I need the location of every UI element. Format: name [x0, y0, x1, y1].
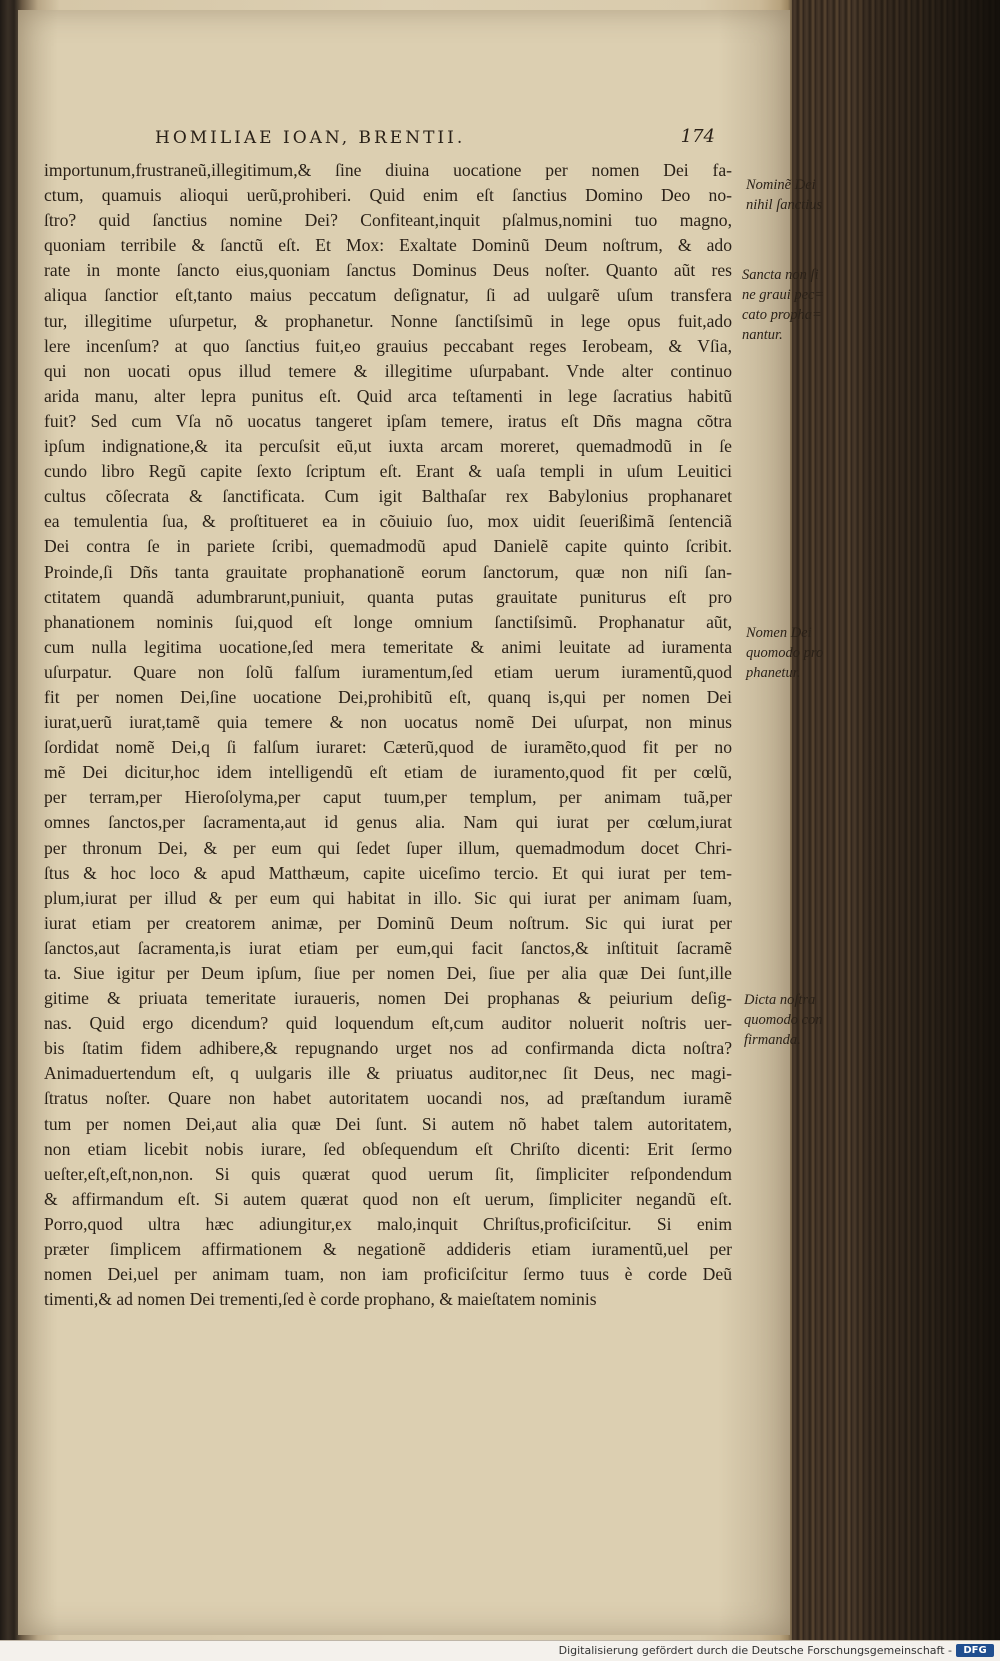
text-line: Proinde,ſi Dñs tanta grauitate prophanationẽ eorum ſanctorum, quæ non niſi ſan- — [44, 561, 732, 582]
text-line: iurat,uerũ iurat,tamẽ quia temere & non uocatus nomẽ Dei uſurpat, non minus — [44, 712, 732, 733]
text-line: ta. Siue igitur per Deum ipſum, ſiue per nomen Dei, ſiue per alia quæ Dei ſunt,ille — [44, 963, 732, 983]
text-line: nomen Dei,uel per animam tuam, non iam proficiſcitur ſermo tuus è corde Deũ — [44, 1264, 732, 1285]
text-line: ctum, quamuis alioqui uerũ,prohiberi. Quid enim eſt ſanctius Domino Deo no- — [44, 185, 732, 206]
marginal-note-line: cato propha= — [742, 307, 822, 323]
marginal-note-line: quomodo pro — [746, 645, 824, 661]
text-line: qui non uocati opus illud temere & illegitime uſurpabant. Vnde alter continuo — [44, 360, 732, 381]
marginal-note-line: Nominẽ Dei — [746, 177, 816, 193]
marginal-note-line: ne graui pec= — [742, 287, 825, 303]
marginal-note-line: nihil ſanctius — [746, 197, 823, 213]
text-line: bis ſtatim fidem adhibere,& repugnando urget nos ad confirmanda dicta noſtra? — [44, 1038, 732, 1059]
running-title: HOMILIAE IOAN, BRENTII. — [155, 128, 466, 148]
text-line: cultus cõſecrata & ſanctificata. Cum igit Balthaſar rex Babylonius prophanaret — [44, 486, 732, 507]
book-edge-shadow — [860, 0, 1000, 1640]
text-line: per thronum Dei, & per eum qui ſedet ſuper illum, quemadmodum docet Chri- — [44, 837, 732, 858]
text-line: fuit? Sed cum Vſa nõ uocatus tangeret ipſam temere, iratus eſt Dñs magna cõtra — [44, 410, 732, 431]
text-line: Porro,quod ultra hæc adiungitur,ex malo,inquit Chriſtus,proficiſcitur. Si enim — [44, 1213, 732, 1234]
footer-credit: Digitalisierung gefördert durch die Deutsche Forschungsgemeinschaft - — [558, 1644, 952, 1657]
marginal-note-line: Nomen Dei — [746, 625, 812, 641]
text-line: aliqua ſanctior eſt,tanto maius peccatum deſignatur, ſi ad uulgarẽ uſum transfera — [44, 285, 732, 306]
text-line: phanationem nominis ſui,quod eſt longe omnium ſanctiſsimũ. Prophanatur aũt, — [44, 611, 732, 632]
text-line: lere incenſum? at quo ſanctius fuit,eo grauius peccabant reges Ierobeam, & Vſia, — [44, 335, 732, 356]
text-line: fit per nomen Dei,ſine uocatione Dei,prohibitũ eſt, quanq is,qui per nomen Dei — [44, 686, 732, 707]
folio-number: 174 — [680, 126, 715, 147]
text-line: & affirmandum eſt. Si autem quærat quod non eſt uerum, ſimpliciter negandũ eſt. — [44, 1188, 732, 1209]
marginal-note-line: phanetur. — [746, 665, 801, 681]
text-line: cundo libro Regũ capite ſexto ſcriptum eſt. Erant & uaſa templi in uſum Leuitici — [44, 461, 732, 482]
marginal-note-line: Dicta noſtra — [744, 992, 816, 1008]
text-line: arida manu, alter lepra punitus eſt. Quid arca teſtamenti in lege ſacratius habitũ — [44, 385, 732, 406]
text-line: tur, illegitime uſurpetur, & prophanetur. Nonne ſanctiſsimũ in lege opus fuit,ado — [44, 310, 732, 331]
text-line: ſtro? quid ſanctius nomine Dei? Confiteant,inquit pſalmus,nomini tuo magno, — [44, 210, 732, 231]
text-line: præter ſimplicem affirmationem & negationẽ addideris etiam iuramentũ,uel per — [44, 1239, 732, 1260]
text-line: iurat etiam per creatorem animæ, per Dominũ Deum noſtrum. Sic qui iurat per — [44, 912, 732, 933]
text-line: nas. Quid ergo dicendum? quid loquendum eſt,cum auditor noluerit noſtris uer- — [44, 1013, 732, 1034]
marginal-note-line: nantur. — [742, 327, 783, 343]
text-line: ſordidat nomẽ Dei,q ſi falſum iuraret: Cæterũ,quod de iuramẽto,quod fit per no — [44, 737, 732, 758]
text-line: timenti,& ad nomen Dei trementi,ſed è corde prophano, & maieſtatem nominis — [44, 1289, 597, 1310]
text-line: tum per nomen Dei,aut alia quæ Dei ſunt. Si autem nõ habet talem autoritatem, — [44, 1113, 732, 1134]
text-line: ea temulentia ſua, & proſtitueret ea in cõuiuio ſuo, mox uidit ſeuerißimã ſentenciã — [44, 511, 732, 532]
text-line: quoniam terribile & ſanctũ eſt. Et Mox: Exaltate Dominũ Deum noſtrum, & ado — [44, 235, 732, 256]
text-line: rate in monte ſancto eius,quoniam ſanctus Dominus Deus noſter. Quanto aũt res — [44, 260, 732, 281]
text-line: gitime & priuata temeritate iuraueris, nomen Dei prophanas & peiurium deſig- — [44, 988, 732, 1009]
text-line: cum nulla legitima uocatione,ſed mera temeritate & animi leuitate ad iuramenta — [44, 636, 732, 657]
marginal-note — [746, 175, 842, 215]
text-line: ueſter,eſt,eſt,non,non. Si quis quærat quod uerum ſit, ſimpliciter reſpondendum — [44, 1163, 732, 1184]
text-line: per terram,per Hieroſolyma,per caput tuum,per templum, per animam tuã,per — [44, 787, 732, 808]
marginal-note — [746, 623, 842, 683]
text-line: importunum,frustraneũ,illegitimum,& ſine diuina uocatione per nomen Dei fa- — [44, 160, 732, 180]
marginal-note-line: Sancta non ſi — [742, 267, 819, 283]
marginal-note — [742, 265, 838, 345]
text-line: ctitatem quandã adumbrarunt,puniuit, quanta putas grauitate puniturus eſt pro — [44, 586, 732, 607]
text-line: plum,iurat per illud & per eum qui habitat in illo. Sic qui iurat per animam ſuam, — [44, 887, 732, 908]
main-text — [44, 158, 732, 1312]
text-line: omnes ſanctos,per ſacramenta,aut id genus alia. Nam qui iurat per cœlum,iurat — [44, 812, 732, 833]
text-line: ipſum indignatione,& ita percuſsit eũ,ut iuxta arcam moreret, quemadmodũ in ſe — [44, 436, 732, 457]
text-line: mẽ Dei dicitur,hoc idem intelligendũ eſt etiam de iuramento,quod fit per cœlũ, — [44, 762, 732, 783]
marginal-note — [744, 990, 840, 1050]
text-line: ſtus & hoc loco & apud Matthæum, capite uiceſimo tercio. Et qui iurat per tem- — [44, 862, 732, 883]
text-line: Animaduertendum eſt, q uulgaris ille & priuatus auditor,nec ſit Deus, nec magi- — [44, 1063, 732, 1084]
running-header — [155, 128, 715, 154]
text-line: uſurpatur. Quare non ſolũ falſum iuramentum,ſed etiam uerum iuramentũ,quod — [44, 661, 732, 682]
text-line: ſanctos,aut ſacramenta,is iurat etiam per eum,qui facit ſanctos,& inſtituit ſacramẽ — [44, 937, 732, 958]
footer-bar — [0, 1640, 1000, 1661]
text-line: Dei contra ſe in pariete ſcribi, quemadmodũ apud Danielẽ capite quinto ſcribit. — [44, 536, 732, 557]
marginal-note-line: firmanda. — [744, 1032, 801, 1048]
marginal-note-line: quomodo con — [744, 1012, 823, 1028]
text-line: ſtratus noſter. Quare non habet autoritatem uocandi nos, ad præſtandum iuramẽ — [44, 1088, 732, 1109]
dfg-logo: DFG — [956, 1644, 994, 1657]
text-line: non etiam licebit nobis iurare, ſed obſequendum eſt Chriſto dicenti: Erit ſermo — [44, 1138, 732, 1159]
